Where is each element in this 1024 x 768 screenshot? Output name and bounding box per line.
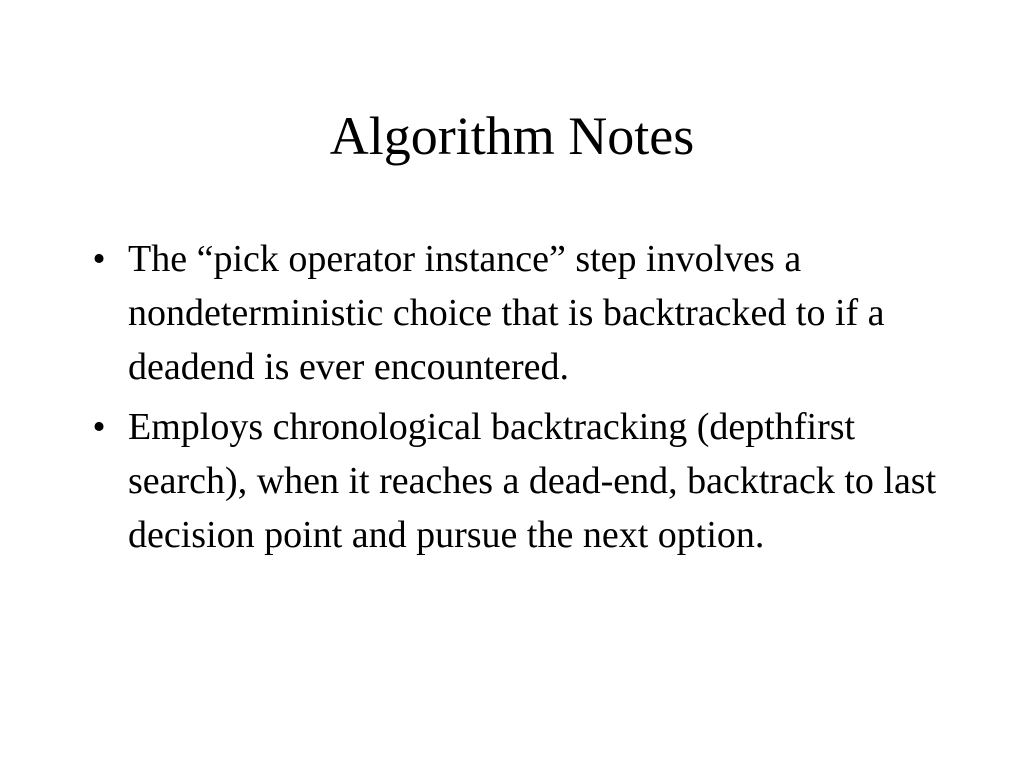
bullet-text: Employs chronological backtracking (depthfirst search), when it reaches a dead-end, backtrack to last decision point and pursue the next option. <box>128 406 937 556</box>
bullet-icon: • <box>92 238 106 280</box>
bullet-icon: • <box>92 406 106 448</box>
bullet-text: The “pick operator instance” step involves a nondeterministic choice that is backtracked to if a deadend is ever encountered. <box>128 238 885 388</box>
bullet-list <box>84 232 964 568</box>
slide-title: Algorithm Notes <box>329 106 695 166</box>
bullet-item <box>84 400 964 562</box>
bullet-item <box>84 232 964 394</box>
